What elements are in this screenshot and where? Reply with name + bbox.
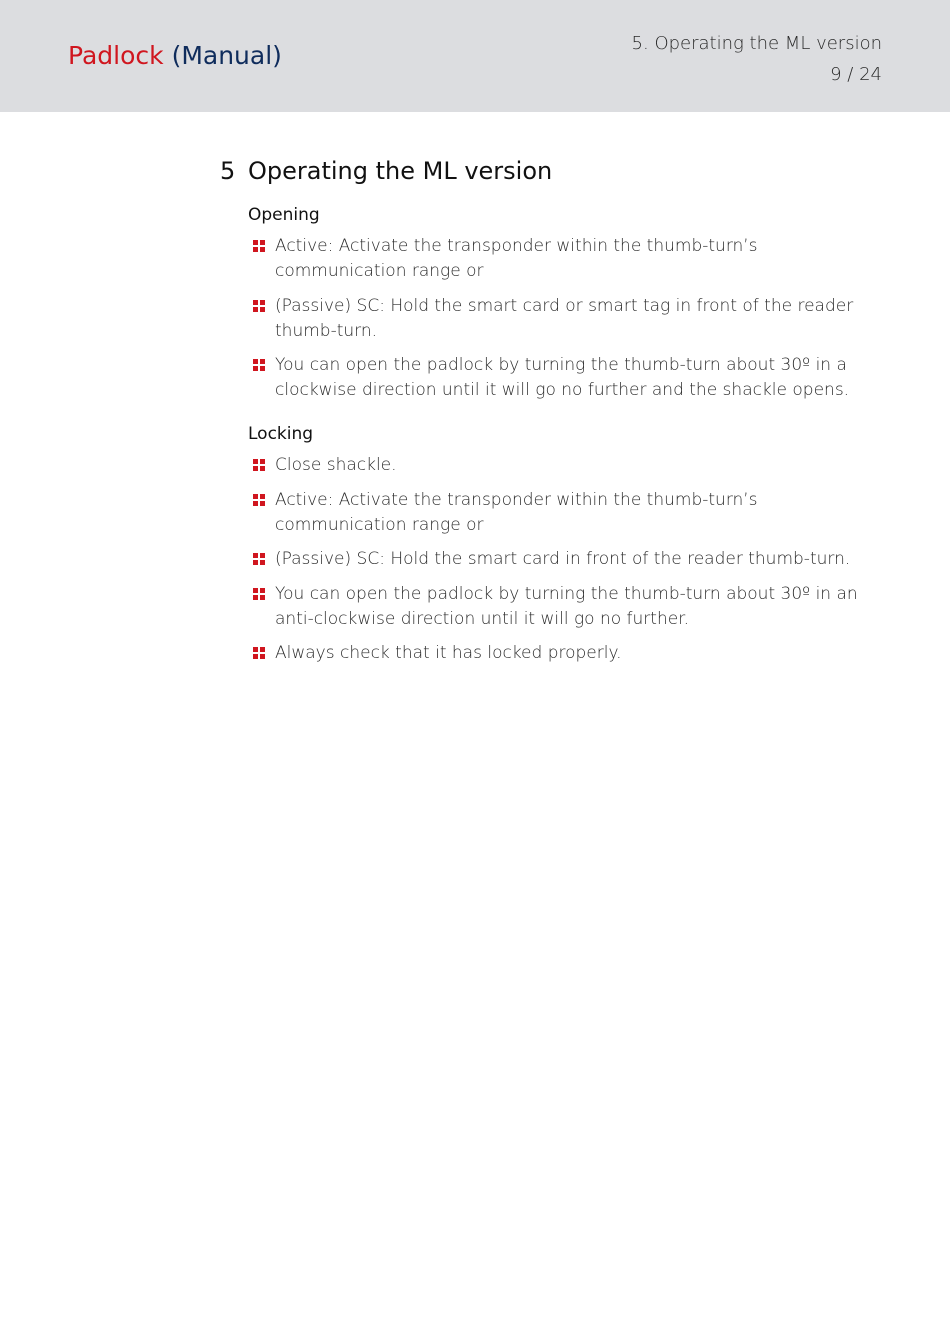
opening-steps-list [248, 234, 880, 403]
bullet-icon [253, 240, 265, 252]
list-item-text: You can open the padlock by turning the thumb-turn about 30º in a clockwise direction until it will go no further and the shackle opens. [275, 355, 850, 400]
list-item-text: Always check that it has locked properly. [275, 643, 622, 663]
list-item [248, 488, 880, 538]
bullet-icon [253, 494, 265, 506]
page-content [220, 152, 880, 684]
list-item-text: Active: Activate the transponder within the thumb-turn’s communication range or [275, 236, 758, 281]
section-title-opening: Opening [248, 205, 320, 225]
list-item [248, 353, 880, 403]
bullet-icon [253, 647, 265, 659]
list-item [248, 234, 880, 284]
running-chapter-title: 5. Operating the ML version [631, 33, 882, 54]
chapter-title: Operating the ML version [248, 157, 553, 185]
brand-doc-type: (Manual) [171, 41, 282, 70]
list-item [248, 547, 880, 572]
bullet-icon [253, 459, 265, 471]
list-item [248, 453, 880, 478]
section-title-locking: Locking [248, 424, 314, 444]
page-header [0, 0, 950, 112]
header-meta [632, 28, 882, 90]
chapter-number: 5 [220, 157, 236, 185]
locking-steps-list [248, 453, 880, 666]
list-item-text: (Passive) SC: Hold the smart card in front of the reader thumb-turn. [275, 549, 851, 569]
list-item [248, 294, 880, 344]
brand-product-name: Padlock [68, 41, 164, 70]
bullet-icon [253, 553, 265, 565]
list-item [248, 641, 880, 666]
page-number: 9 / 24 [830, 64, 882, 85]
list-item-text: (Passive) SC: Hold the smart card or smart tag in front of the reader thumb-turn. [275, 295, 854, 341]
bullet-icon [253, 300, 265, 312]
list-item-text: You can open the padlock by turning the thumb-turn about 30º in an anti-clockwise direction until it will go no further. [275, 583, 858, 629]
list-item [248, 582, 880, 632]
bullet-icon [253, 588, 265, 600]
list-item-text: Active: Activate the transponder within the thumb-turn’s communication range or [275, 489, 758, 535]
brand-title [68, 40, 282, 72]
chapter-heading [220, 152, 880, 190]
list-item-text: Close shackle. [275, 455, 397, 475]
bullet-icon [253, 359, 265, 371]
